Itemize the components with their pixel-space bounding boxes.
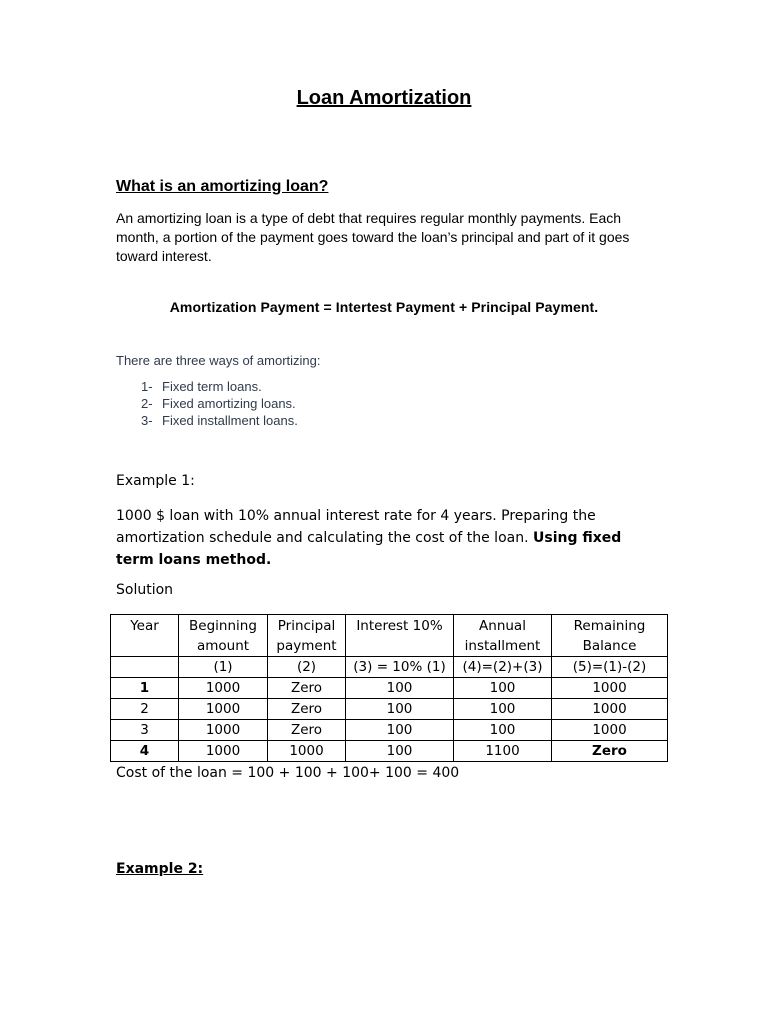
table-cell: 3 [111,720,179,741]
column-header: Remaining Balance [552,615,668,657]
table-cell: (2) [268,657,346,678]
list-item [141,395,298,412]
column-header: Year [111,615,179,657]
list-item-text: Fixed installment loans. [162,413,298,428]
table-cell: Zero [552,741,668,762]
table-cell: 1000 [179,699,268,720]
example1-heading: Example 1: [116,473,195,489]
column-header: Principal payment [268,615,346,657]
table-cell: Zero [268,699,346,720]
table-cell: 1000 [179,678,268,699]
table-cell: 1100 [454,741,552,762]
column-header: Beginning amount [179,615,268,657]
table-cell: (3) = 10% (1) [346,657,454,678]
amortization-formula: Amortization Payment = Intertest Payment + Principal Payment. [169,299,599,315]
table-cell: 100 [346,678,454,699]
ways-list [141,378,298,429]
table-cell: (1) [179,657,268,678]
table-row [111,699,668,720]
ways-intro: There are three ways of amortizing: [116,353,321,368]
amortization-table [110,614,668,762]
table-cell: 4 [111,741,179,762]
solution-label: Solution [116,582,174,598]
section-heading: What is an amortizing loan? [116,178,329,195]
column-header: Interest 10% [346,615,454,657]
table-cell: 1000 [179,720,268,741]
table-row [111,720,668,741]
table-cell: 100 [454,720,552,741]
example1-text-bold: Using fixed term loans method. [116,530,622,568]
list-item [141,412,298,429]
intro-paragraph: An amortizing loan is a type of debt that requires regular monthly payments. Each month, a portion of the payment goes toward the loan’s principal and part of it goes toward interest. [116,210,630,264]
table-cell: 100 [346,720,454,741]
table-cell: 100 [346,699,454,720]
table-cell: 1 [111,678,179,699]
table-cell: 100 [454,678,552,699]
table-cell: Zero [268,678,346,699]
table-cell: 1000 [179,741,268,762]
list-item-text: Fixed term loans. [162,379,262,394]
table-cell: 100 [454,699,552,720]
example1-text-normal: 1000 $ loan with 10% annual interest rate for 4 years. Preparing the amortization schedule and calculating the cost of the loan. [116,508,596,546]
table-cell [111,657,179,678]
example2-heading: Example 2: [116,861,204,877]
table-cell: 1000 [268,741,346,762]
list-item [141,378,298,395]
page-title: Loan Amortization [296,87,472,109]
table-cell: 100 [346,741,454,762]
table-row [111,678,668,699]
list-item-number: 3- [141,413,153,428]
cost-of-loan: Cost of the loan = 100 + 100 + 100+ 100 = 400 [116,765,460,781]
table-cell: (4)=(2)+(3) [454,657,552,678]
table-cell: Zero [268,720,346,741]
table-cell: (5)=(1)-(2) [552,657,668,678]
table-header-row [111,615,668,657]
table-cell: 1000 [552,720,668,741]
column-header: Annual installment [454,615,552,657]
table-row [111,741,668,762]
table-cell: 2 [111,699,179,720]
list-item-number: 1- [141,379,153,394]
list-item-number: 2- [141,396,153,411]
list-item-text: Fixed amortizing loans. [162,396,296,411]
table-cell: 1000 [552,699,668,720]
table-formula-row [111,657,668,678]
table-cell: 1000 [552,678,668,699]
example1-text [116,505,661,571]
